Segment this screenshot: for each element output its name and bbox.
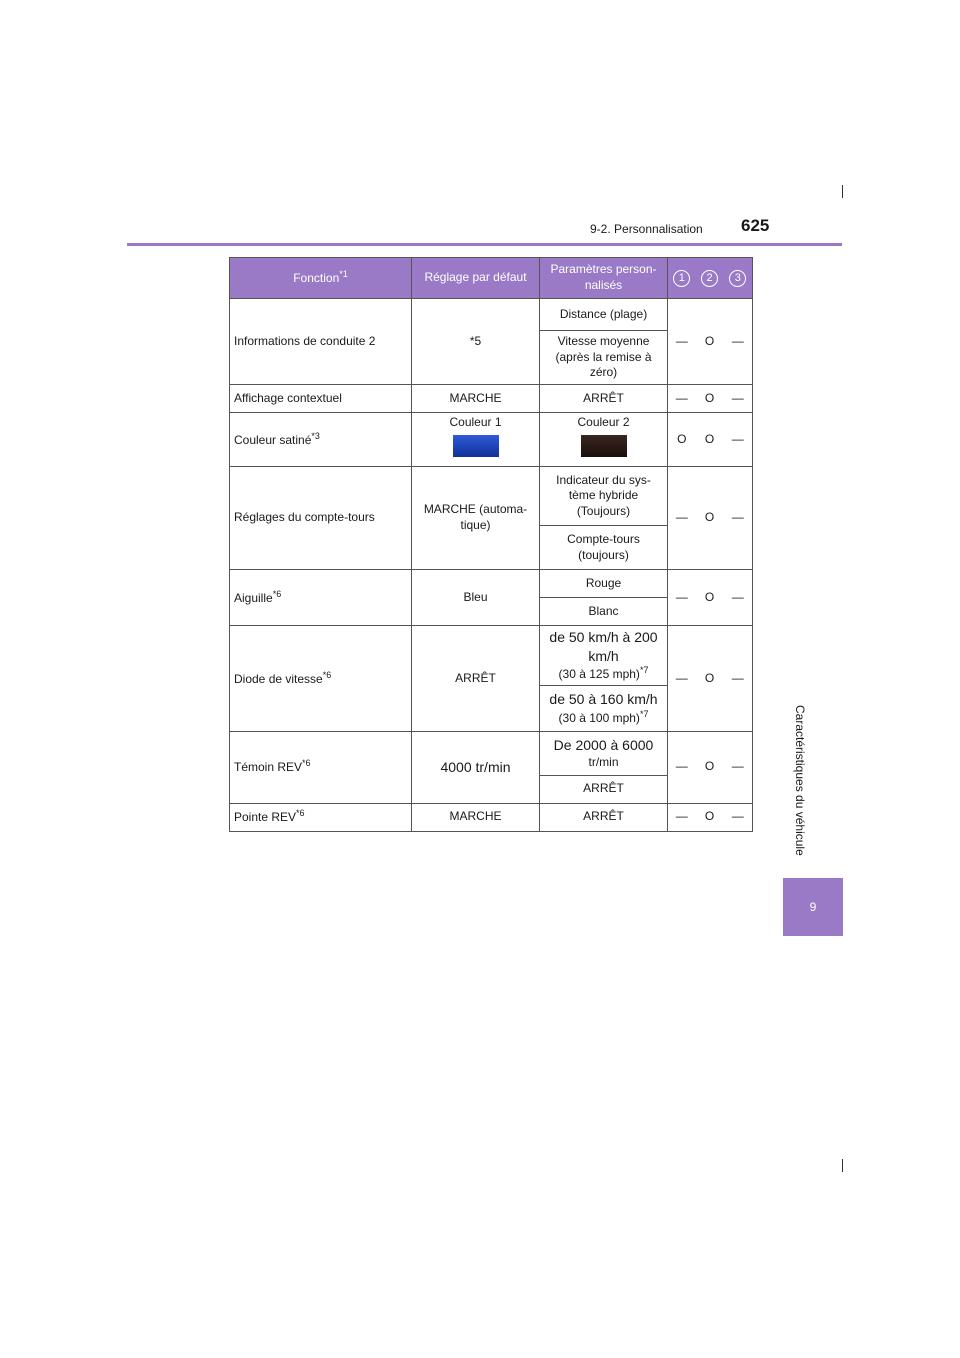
row-option: de 50 km/h à 200 km/h (30 à 125 mph)$^{*7}$ [540,626,668,686]
row-fonction: Témoin REV$^{*6}$ [230,731,412,803]
couleur2-swatch [581,435,627,457]
table-row [230,626,753,686]
header-param: Paramètres person-nalisés [540,258,668,299]
row-fonction: Couleur satiné$^{*3}$ [230,413,412,467]
row-col-2: O [696,413,724,467]
row-col-2: O [696,299,724,385]
row-option: Distance (plage) [540,299,668,331]
row-col-2: O [696,467,724,570]
table-row [230,467,753,526]
row-col-1: — [668,467,696,570]
row-defaut: MARCHE [412,803,540,831]
row-option: ARRÊT [540,775,668,803]
row-col-1: — [668,385,696,413]
row-option: de 50 à 160 km/h (30 à 100 mph)$^{*7}$ [540,685,668,731]
row-defaut: *5 [412,299,540,385]
row-col-2: O [696,385,724,413]
row-col-3: — [724,570,753,626]
row-defaut: MARCHE (automa-tique) [412,467,540,570]
row-option: Rouge [540,570,668,598]
row-defaut: 4000 tr/min [412,731,540,803]
circled-3-icon: 3 [729,270,746,287]
row-col-3: — [724,731,753,803]
row-option: Indicateur du sys-tème hybride (Toujours) [540,467,668,526]
row-option: ARRÊT [540,803,668,831]
chapter-number: 9 [809,900,817,914]
row-col-2: O [696,626,724,732]
circled-1-icon: 1 [673,270,690,287]
row-option: Blanc [540,598,668,626]
row-col-3: — [724,299,753,385]
row-col-3: — [724,626,753,732]
table-header-row [230,258,753,299]
row-col-1: — [668,626,696,732]
page-number: 625 [741,216,770,235]
settings-table [229,257,753,832]
table-row [230,731,753,775]
chapter-label: Caractéristiques du véhicule [793,705,807,856]
section-title: 9-2. Personnalisation [590,222,703,236]
row-fonction: Réglages du compte-tours [230,467,412,570]
table-row [230,803,753,831]
header-rule [127,243,842,246]
row-option: Vitesse moyenne (après la remise à zéro) [540,331,668,385]
table-row [230,385,753,413]
table-row [230,570,753,598]
row-col-2: O [696,570,724,626]
row-col-1: — [668,570,696,626]
row-col-2: O [696,731,724,803]
table-row [230,299,753,331]
row-col-2: O [696,803,724,831]
row-fonction: Affichage contextuel [230,385,412,413]
row-defaut: Bleu [412,570,540,626]
row-col-3: — [724,803,753,831]
row-col-3: — [724,413,753,467]
row-defaut: MARCHE [412,385,540,413]
row-fonction: Diode de vitesse$^{*6}$ [230,626,412,732]
row-col-1: — [668,803,696,831]
header-col-3 [724,258,753,299]
row-col-1: — [668,299,696,385]
crop-mark-top [842,185,843,198]
header-col-1 [668,258,696,299]
row-option: Compte-tours (toujours) [540,526,668,570]
circled-2-icon: 2 [701,270,718,287]
table-row [230,413,753,467]
row-col-1: — [668,731,696,803]
row-col-3: — [724,467,753,570]
row-defaut: ARRÊT [412,626,540,732]
row-fonction: Informations de conduite 2 [230,299,412,385]
crop-mark-bottom [842,1159,843,1172]
chapter-tab [783,878,843,936]
row-option: De 2000 à 6000 tr/min [540,731,668,775]
row-fonction: Aiguille$^{*6}$ [230,570,412,626]
row-defaut: Couleur 1 [412,413,540,467]
row-col-1: O [668,413,696,467]
header-fonction: Fonction$^{*1}$ [230,258,412,299]
row-fonction: Pointe REV$^{*6}$ [230,803,412,831]
couleur1-swatch [453,435,499,457]
row-option: ARRÊT [540,385,668,413]
header-defaut: Réglage par défaut [412,258,540,299]
header-col-2 [696,258,724,299]
row-col-3: — [724,385,753,413]
row-option: Couleur 2 [540,413,668,467]
